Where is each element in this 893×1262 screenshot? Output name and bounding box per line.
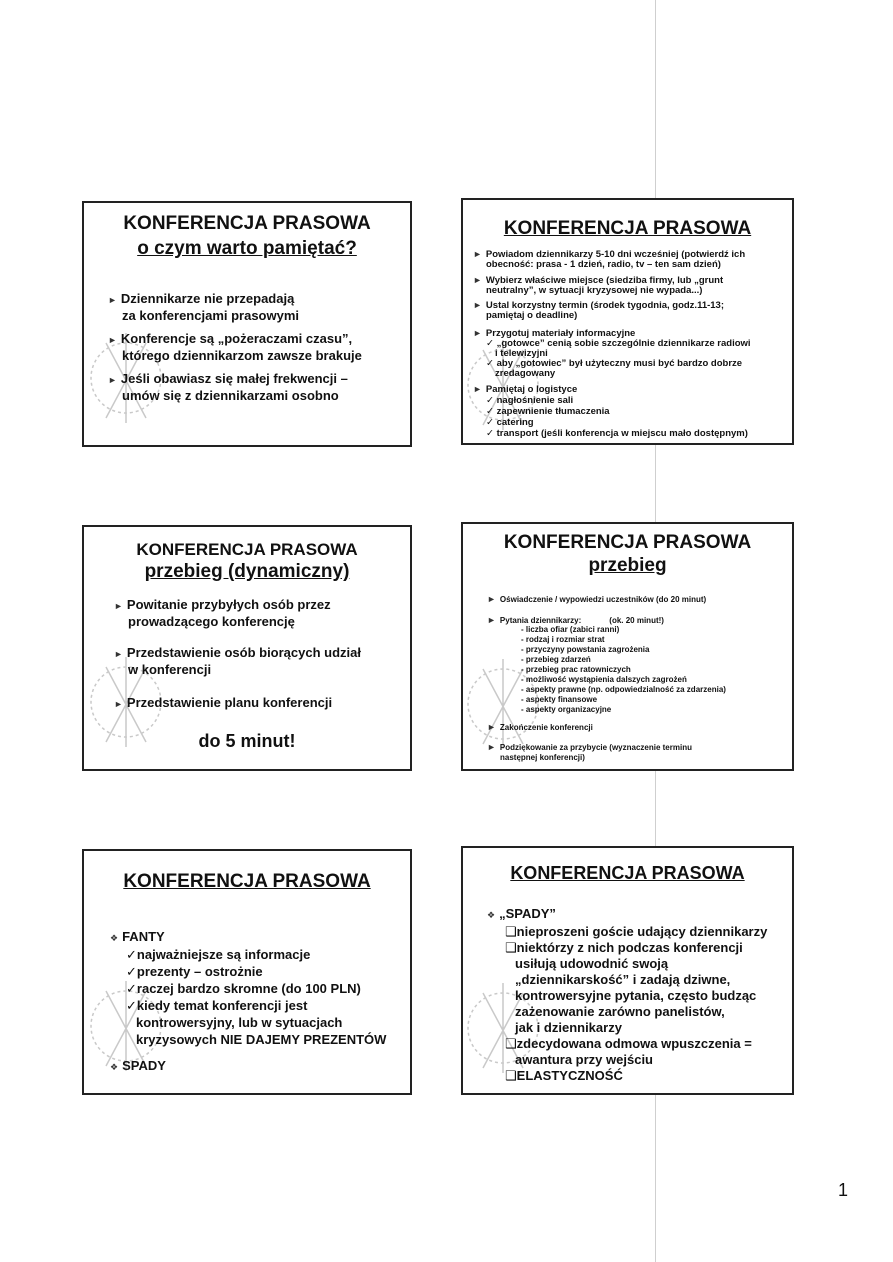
- list-item: ► Pamiętaj o logistyce ✓ nagłośnienie sali ✓ zapewnienie tłumaczenia ✓ catering ✓ transport (jeśli konferencja w miejscu mało dostępnym): [473, 384, 748, 439]
- slide-subtitle: przebieg: [588, 555, 667, 576]
- slide-6: [461, 846, 794, 1095]
- list-item: ► Przygotuj materiały informacyjne ✓ „gotowce” cenią sobie szczególnie dziennikarze radiowi i telewizyjni ✓ aby „gotowiec” był użyteczny musi być bardzo dobrze zredagowany: [473, 328, 751, 379]
- sub-list: - liczba ofiar (zabici ranni) - rodzaj i rozmiar strat - przyczyny powstania zagrożenia - przebieg zdarzeń - przebieg prac ratowniczych - możliwość wystąpienia dalszych zagrożeń - aspekty prawne (np. odpowiedzialność za zdarzenia) - aspekty finansowe - aspekty organizacyjne: [521, 625, 726, 714]
- time-note: do 5 minut!: [198, 731, 296, 751]
- slide-5: [82, 849, 412, 1095]
- list-item: ► Ustal korzystny termin (środek tygodnia, godz.11-13; pamiętaj o deadline): [473, 300, 725, 321]
- list-item: ► Wybierz właściwe miejsce (siedziba firmy, lub „grunt neutralny”, w sytuacji kryzysowej nie wypada...): [473, 275, 724, 296]
- list-item: ► Zakończenie konferencji: [487, 722, 593, 732]
- section-heading: ❖ „SPADY”: [487, 906, 556, 921]
- slide-subtitle: przebieg (dynamiczny): [144, 561, 350, 582]
- list-item: ► Dziennikarze nie przepadają za konferencjami prasowymi: [108, 291, 300, 323]
- list-body: ❑nieproszeni goście udający dziennikarzy ❑niektórzy z nich podczas konferencji usiłują udowodnić swoją „dziennikarskość” i zadają dziwne, kontrowersyjne pytania, często budząc zażenowanie zarówno panelistów, jak i dziennikarzy ❑zdecydowana odmowa wpuszczenia = awantura przy wejściu ❑ELASTYCZNOŚĆ: [505, 924, 768, 1083]
- check-list: ✓najważniejsze są informacje ✓prezenty – ostrożnie ✓raczej bardzo skromne (do 100 PLN) ✓kiedy temat konferencji jest kontrowersyjny, lub w sytuacjach kryzysowych NIE DAJEMY PREZENTÓW: [126, 947, 387, 1047]
- slide-subtitle: o czym warto pamiętać?: [137, 238, 357, 259]
- list-item: ► Jeśli obawiasz się małej frekwencji – umów się z dziennikarzami osobno: [108, 371, 348, 403]
- list-item: ► Przedstawienie planu konferencji: [114, 695, 333, 710]
- list-item: ► Podziękowanie za przybycie (wyznaczenie terminu następnej konferencji): [487, 742, 692, 762]
- slide-title: KONFERENCJA PRASOWA: [503, 532, 752, 553]
- slide-title: KONFERENCJA PRASOWA: [510, 863, 745, 883]
- list-item: ► Konferencje są „pożeraczami czasu”, którego dziennikarzom zawsze brakuje: [108, 331, 362, 363]
- slide-title: KONFERENCJA PRASOWA: [123, 213, 371, 234]
- list-item: ► Pytania dziennikarzy: (ok. 20 minut!): [487, 615, 664, 625]
- slide-1: [82, 201, 412, 447]
- list-item: ► Powitanie przybyłych osób przez prowadzącego konferencję: [114, 597, 331, 629]
- section-heading: ❖ SPADY: [110, 1058, 166, 1073]
- slide-title: KONFERENCJA PRASOWA: [123, 871, 371, 892]
- slide-title: KONFERENCJA PRASOWA: [136, 540, 358, 559]
- slide-title: KONFERENCJA PRASOWA: [503, 218, 752, 239]
- page-number: 1: [838, 1180, 849, 1200]
- slide-4: [461, 522, 794, 771]
- section-heading: ❖ FANTY: [110, 929, 165, 944]
- list-item: ► Oświadczenie / wypowiedzi uczestników (do 20 minut): [487, 594, 707, 604]
- slide-3: [82, 525, 412, 771]
- list-item: ► Powiadom dziennikarzy 5-10 dni wcześniej (potwierdź ich obecność: prasa - 1 dzień, radio, tv – ten sam dzień): [473, 249, 746, 270]
- list-item: ► Przedstawienie osób biorących udział w konferencji: [114, 645, 361, 677]
- slide-2: [461, 198, 794, 445]
